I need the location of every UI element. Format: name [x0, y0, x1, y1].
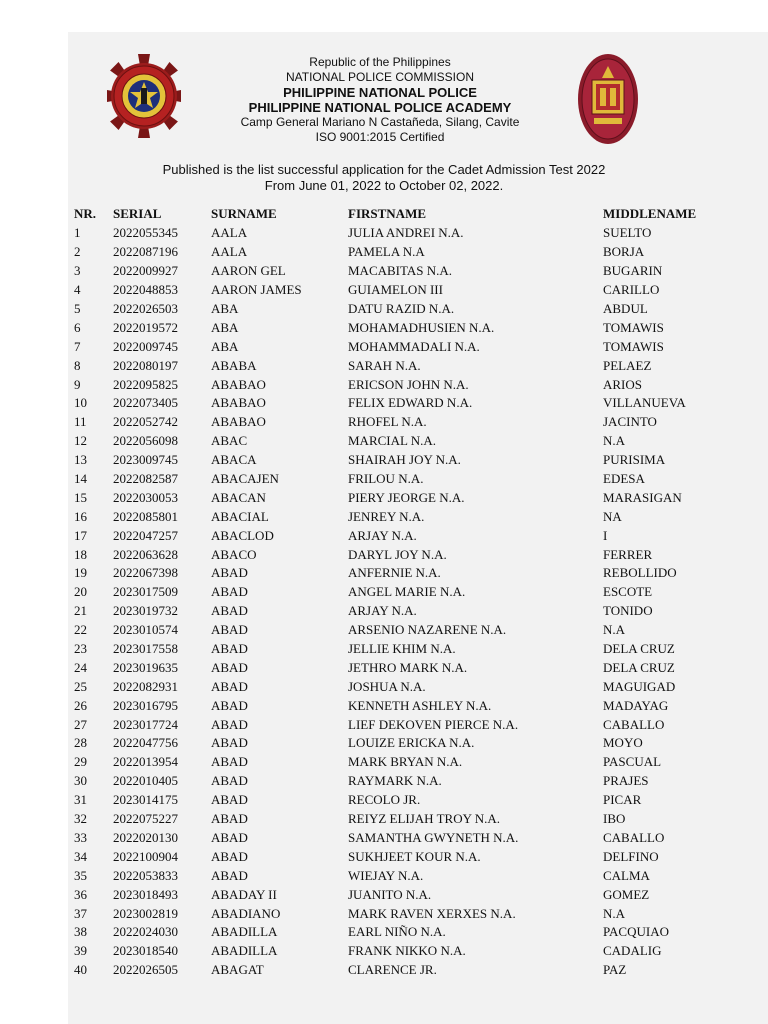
cell-surname: ABAD	[211, 792, 248, 808]
table-row	[74, 470, 713, 489]
cell-firstname: PIERY JEORGE N.A.	[348, 489, 465, 505]
iso-line: ISO 9001:2015 Certified	[315, 130, 445, 144]
cell-middlename: DELA CRUZ	[603, 659, 675, 675]
cell-surname: ABADAY II	[211, 886, 277, 902]
table-row	[74, 337, 713, 356]
cell-firstname: SAMANTHA GWYNETH N.A.	[348, 829, 519, 845]
cell-middlename: CABALLO	[603, 716, 665, 732]
cell-middlename: JACINTO	[603, 414, 657, 430]
table-row	[74, 262, 713, 281]
cell-surname: ABACIAL	[211, 508, 269, 524]
cell-middlename: CABALLO	[603, 829, 665, 845]
table-row	[74, 413, 713, 432]
table-row	[74, 564, 713, 583]
table-row	[74, 526, 713, 545]
cell-serial: 2022080197	[113, 357, 178, 373]
cell-firstname: SARAH N.A.	[348, 357, 421, 373]
intro-line-1: Published is the list successful application for the Cadet Admission Test 2022	[162, 162, 606, 177]
cell-nr: 5	[74, 301, 81, 316]
cell-firstname: JETHRO MARK N.A.	[348, 659, 468, 675]
cell-firstname: FELIX EDWARD N.A.	[348, 395, 473, 411]
cell-middlename: PASCUAL	[603, 754, 662, 770]
table-row	[74, 734, 713, 753]
cell-firstname: FRANK NIKKO N.A.	[348, 943, 466, 959]
cell-surname: ABAD	[211, 603, 248, 619]
cell-serial: 2023009745	[113, 452, 178, 468]
cell-middlename: PACQUIAO	[603, 924, 669, 940]
cell-middlename: MOYO	[603, 735, 643, 751]
cell-surname: ABAD	[211, 754, 248, 770]
table-row	[74, 942, 713, 961]
cell-serial: 2023014175	[113, 792, 178, 808]
cell-surname: ABAD	[211, 867, 248, 883]
table-row	[74, 772, 713, 791]
cell-firstname: MOHAMMADALI N.A.	[348, 338, 480, 354]
cell-middlename: I	[603, 527, 608, 543]
intro-line-2: From June 01, 2022 to October 02, 2022.	[264, 178, 504, 193]
cell-surname: ABACLOD	[211, 527, 274, 543]
table-row	[74, 318, 713, 337]
cell-serial: 2022095825	[113, 376, 178, 392]
cell-serial: 2022087196	[113, 244, 178, 260]
cell-surname: AALA	[211, 225, 248, 241]
cell-middlename: CARILLO	[603, 282, 660, 298]
cell-nr: 27	[74, 716, 87, 732]
cell-serial: 2022073405	[113, 395, 178, 411]
cell-nr: 40	[74, 962, 87, 978]
republic-line: Republic of the Philippines	[309, 55, 451, 69]
cell-middlename: GOMEZ	[603, 886, 650, 902]
cell-firstname: ANFERNIE N.A.	[348, 565, 441, 581]
cell-serial: 2022085801	[113, 508, 178, 524]
cell-middlename: VILLANUEVA	[603, 395, 686, 411]
column-header-firstname: FIRSTNAME	[348, 206, 427, 221]
cell-serial: 2022100904	[113, 848, 178, 864]
cell-surname: ABA	[211, 301, 239, 316]
cell-firstname: ARJAY N.A.	[348, 527, 417, 543]
cell-surname: ABA	[211, 319, 239, 335]
cell-serial: 2023002819	[113, 905, 178, 921]
cell-surname: ABACAN	[211, 489, 266, 505]
cell-surname: ABAD	[211, 565, 248, 581]
cell-middlename: EDESA	[603, 471, 645, 487]
cell-firstname: JENREY N.A.	[348, 508, 425, 524]
cell-middlename: BORJA	[603, 244, 645, 260]
table-row	[74, 677, 713, 696]
cell-firstname: JULIA ANDREI N.A.	[348, 225, 464, 241]
cell-serial: 2022053833	[113, 867, 178, 883]
cell-middlename: N.A	[603, 905, 626, 921]
cell-firstname: LOUIZE ERICKA N.A.	[348, 735, 475, 751]
table-row	[74, 451, 713, 470]
cell-nr: 1	[74, 225, 81, 241]
table-row	[74, 488, 713, 507]
cell-nr: 18	[74, 546, 87, 562]
cell-firstname: RECOLO JR.	[348, 792, 421, 808]
cell-nr: 34	[74, 848, 87, 864]
column-header-serial: SERIAL	[113, 206, 162, 221]
cell-middlename: TONIDO	[603, 603, 653, 619]
cell-middlename: N.A	[603, 622, 626, 638]
table-row	[74, 583, 713, 602]
cell-firstname: EARL NIÑO N.A.	[348, 924, 446, 940]
table-row	[74, 621, 713, 640]
pnp-seal-icon	[107, 52, 181, 146]
cell-nr: 11	[74, 414, 87, 430]
cell-middlename: PAZ	[603, 962, 627, 978]
cell-nr: 4	[74, 282, 81, 298]
cell-nr: 15	[74, 489, 87, 505]
cell-serial: 2022052742	[113, 414, 178, 430]
cell-middlename: REBOLLIDO	[603, 565, 677, 581]
academy-line: PHILIPPINE NATIONAL POLICE ACADEMY	[248, 100, 512, 115]
cell-firstname: ERICSON JOHN N.A.	[348, 376, 469, 392]
cell-surname: AARON JAMES	[211, 282, 302, 298]
table-row	[74, 281, 713, 300]
table-body	[74, 224, 713, 980]
table-row	[74, 791, 713, 810]
cell-firstname: LIEF DEKOVEN PIERCE N.A.	[348, 716, 519, 732]
table-row	[74, 961, 713, 980]
address-line: Camp General Mariano N Castañeda, Silang, Cavite	[240, 115, 520, 129]
cell-surname: ABADILLA	[211, 924, 278, 940]
cell-middlename: CADALIG	[603, 943, 662, 959]
cell-surname: ABAD	[211, 773, 248, 789]
cell-nr: 7	[74, 338, 81, 354]
cell-nr: 22	[74, 622, 87, 638]
cell-serial: 2022026505	[113, 962, 178, 978]
column-header-middlename: MIDDLENAME	[603, 206, 697, 221]
cell-nr: 16	[74, 508, 87, 524]
cell-surname: ABABA	[211, 357, 257, 373]
cell-middlename: IBO	[603, 811, 626, 827]
cell-nr: 12	[74, 433, 87, 449]
column-header-surname: SURNAME	[211, 206, 277, 221]
cell-surname: ABAD	[211, 829, 248, 845]
cell-firstname: ARJAY N.A.	[348, 603, 417, 619]
cell-middlename: ABDUL	[603, 301, 648, 316]
cell-nr: 38	[74, 924, 87, 940]
table-row	[74, 432, 713, 451]
cell-surname: ABAD	[211, 735, 248, 751]
commission-line: NATIONAL POLICE COMMISSION	[285, 70, 475, 84]
cell-middlename: PURISIMA	[603, 452, 666, 468]
cell-serial: 2022009745	[113, 338, 178, 354]
letterhead	[180, 55, 580, 145]
cell-nr: 8	[74, 357, 81, 373]
cell-surname: ABAD	[211, 697, 248, 713]
column-header-nr: NR.	[74, 206, 97, 221]
cell-nr: 23	[74, 641, 87, 657]
table-row	[74, 507, 713, 526]
cell-nr: 20	[74, 584, 87, 600]
table-row	[74, 640, 713, 659]
cell-surname: ABAD	[211, 811, 248, 827]
cell-serial: 2022013954	[113, 754, 178, 770]
cell-middlename: ARIOS	[603, 376, 643, 392]
cell-serial: 2023019732	[113, 603, 178, 619]
cell-surname: ABAD	[211, 678, 248, 694]
table-row	[74, 753, 713, 772]
cell-middlename: DELFINO	[603, 848, 659, 864]
cell-serial: 2022063628	[113, 546, 178, 562]
cell-middlename: MAGUIGAD	[603, 678, 676, 694]
cell-surname: ABACO	[211, 546, 257, 562]
cell-nr: 24	[74, 659, 87, 675]
cell-firstname: MARK RAVEN XERXES N.A.	[348, 905, 516, 921]
cell-nr: 36	[74, 886, 87, 902]
cell-surname: AALA	[211, 244, 248, 260]
cell-nr: 13	[74, 452, 87, 468]
cell-serial: 2022056098	[113, 433, 178, 449]
cell-middlename: CALMA	[603, 867, 650, 883]
table-header-row	[74, 204, 713, 224]
cell-surname: ABAD	[211, 584, 248, 600]
cell-surname: ABAD	[211, 716, 248, 732]
cell-serial: 2022082931	[113, 678, 178, 694]
cell-surname: ABACA	[211, 452, 257, 468]
cell-serial: 2022047756	[113, 735, 178, 751]
cell-nr: 2	[74, 244, 81, 260]
cell-serial: 2022075227	[113, 811, 178, 827]
table-row	[74, 300, 713, 319]
cell-nr: 37	[74, 905, 87, 921]
applicant-table	[74, 204, 713, 980]
cell-nr: 35	[74, 867, 87, 883]
cell-surname: ABACAJEN	[211, 471, 279, 487]
cell-serial: 2022010405	[113, 773, 178, 789]
cell-surname: ABAD	[211, 641, 248, 657]
cell-middlename: DELA CRUZ	[603, 641, 675, 657]
table-row	[74, 658, 713, 677]
cell-serial: 2022030053	[113, 489, 178, 505]
cell-firstname: SHAIRAH JOY N.A.	[348, 452, 461, 468]
cell-surname: ABAD	[211, 622, 248, 638]
table-row	[74, 243, 713, 262]
table-row	[74, 847, 713, 866]
cell-middlename: PICAR	[603, 792, 642, 808]
cell-surname: ABAGAT	[211, 962, 264, 978]
cell-serial: 2022082587	[113, 471, 178, 487]
cell-surname: AARON GEL	[211, 263, 286, 279]
cell-nr: 14	[74, 471, 87, 487]
cell-middlename: TOMAWIS	[603, 338, 664, 354]
cell-middlename: PELAEZ	[603, 357, 652, 373]
cell-nr: 6	[74, 319, 81, 335]
cell-middlename: BUGARIN	[603, 263, 663, 279]
table-row	[74, 545, 713, 564]
cell-nr: 9	[74, 376, 81, 392]
cell-middlename: MARASIGAN	[603, 489, 682, 505]
cell-surname: ABAC	[211, 433, 248, 449]
cell-serial: 2023016795	[113, 697, 178, 713]
cell-nr: 25	[74, 678, 87, 694]
cell-serial: 2022020130	[113, 829, 178, 845]
cell-serial: 2023019635	[113, 659, 178, 675]
cell-firstname: DARYL JOY N.A.	[348, 546, 447, 562]
cell-surname: ABABAO	[211, 376, 266, 392]
cell-middlename: N.A	[603, 433, 626, 449]
cell-nr: 10	[74, 395, 87, 411]
cell-firstname: ARSENIO NAZARENE N.A.	[348, 622, 507, 638]
cell-firstname: KENNETH ASHLEY N.A.	[348, 697, 492, 713]
cell-nr: 19	[74, 565, 87, 581]
cell-serial: 2022048853	[113, 282, 178, 298]
pnp-line: PHILIPPINE NATIONAL POLICE	[283, 85, 477, 100]
cell-middlename: TOMAWIS	[603, 319, 664, 335]
table-row	[74, 885, 713, 904]
cell-middlename: PRAJES	[603, 773, 649, 789]
cell-surname: ABABAO	[211, 414, 266, 430]
cell-firstname: ANGEL MARIE N.A.	[348, 584, 466, 600]
table-row	[74, 696, 713, 715]
table-row	[74, 923, 713, 942]
cell-surname: ABA	[211, 338, 239, 354]
cell-firstname: GUIAMELON III	[348, 282, 443, 298]
table-row	[74, 866, 713, 885]
cell-firstname: JELLIE KHIM N.A.	[348, 641, 456, 657]
table-row	[74, 224, 713, 243]
cell-nr: 26	[74, 697, 87, 713]
cell-serial: 2023018540	[113, 943, 178, 959]
cell-middlename: ESCOTE	[603, 584, 653, 600]
cell-firstname: SUKHJEET KOUR N.A.	[348, 848, 481, 864]
table-row	[74, 829, 713, 848]
cell-serial: 2022024030	[113, 924, 178, 940]
cell-nr: 39	[74, 943, 87, 959]
cell-firstname: RAYMARK N.A.	[348, 773, 442, 789]
cell-serial: 2022067398	[113, 565, 178, 581]
cell-firstname: JUANITO N.A.	[348, 886, 432, 902]
pnpa-seal-icon	[577, 52, 639, 146]
cell-middlename: SUELTO	[603, 225, 652, 241]
cell-serial: 2022026503	[113, 301, 178, 316]
cell-serial: 2022047257	[113, 527, 178, 543]
table-row	[74, 375, 713, 394]
table-row	[74, 602, 713, 621]
table-row	[74, 715, 713, 734]
cell-serial: 2022019572	[113, 319, 178, 335]
cell-middlename: NA	[603, 508, 622, 524]
cell-surname: ABADIANO	[211, 905, 281, 921]
table-row	[74, 394, 713, 413]
cell-serial: 2022055345	[113, 225, 178, 241]
cell-middlename: MADAYAG	[603, 697, 669, 713]
cell-nr: 3	[74, 263, 81, 279]
cell-middlename: FERRER	[603, 546, 653, 562]
cell-firstname: FRILOU N.A.	[348, 471, 424, 487]
cell-nr: 29	[74, 754, 87, 770]
cell-serial: 2023017509	[113, 584, 178, 600]
cell-firstname: PAMELA N.A	[348, 244, 425, 260]
cell-surname: ABAD	[211, 659, 248, 675]
cell-nr: 17	[74, 527, 87, 543]
cell-serial: 2023018493	[113, 886, 178, 902]
cell-nr: 32	[74, 811, 87, 827]
cell-firstname: RHOFEL N.A.	[348, 414, 427, 430]
cell-serial: 2023010574	[113, 622, 178, 638]
cell-nr: 33	[74, 829, 87, 845]
table-row	[74, 356, 713, 375]
cell-firstname: MARK BRYAN N.A.	[348, 754, 463, 770]
intro-text	[100, 162, 668, 194]
cell-surname: ABADILLA	[211, 943, 278, 959]
cell-firstname: JOSHUA N.A.	[348, 678, 426, 694]
cell-surname: ABABAO	[211, 395, 266, 411]
cell-firstname: MOHAMADHUSIEN N.A.	[348, 319, 495, 335]
cell-surname: ABAD	[211, 848, 248, 864]
cell-nr: 21	[74, 603, 87, 619]
table-row	[74, 904, 713, 923]
cell-nr: 30	[74, 773, 87, 789]
cell-serial: 2022009927	[113, 263, 178, 279]
cell-serial: 2023017724	[113, 716, 178, 732]
cell-firstname: DATU RAZID N.A.	[348, 301, 455, 316]
cell-firstname: WIEJAY N.A.	[348, 867, 424, 883]
cell-nr: 28	[74, 735, 87, 751]
cell-firstname: MARCIAL N.A.	[348, 433, 436, 449]
cell-serial: 2023017558	[113, 641, 178, 657]
cell-firstname: REIYZ ELIJAH TROY N.A.	[348, 811, 501, 827]
cell-firstname: CLARENCE JR.	[348, 962, 437, 978]
cell-firstname: MACABITAS N.A.	[348, 263, 453, 279]
table-row	[74, 810, 713, 829]
cell-nr: 31	[74, 792, 87, 808]
